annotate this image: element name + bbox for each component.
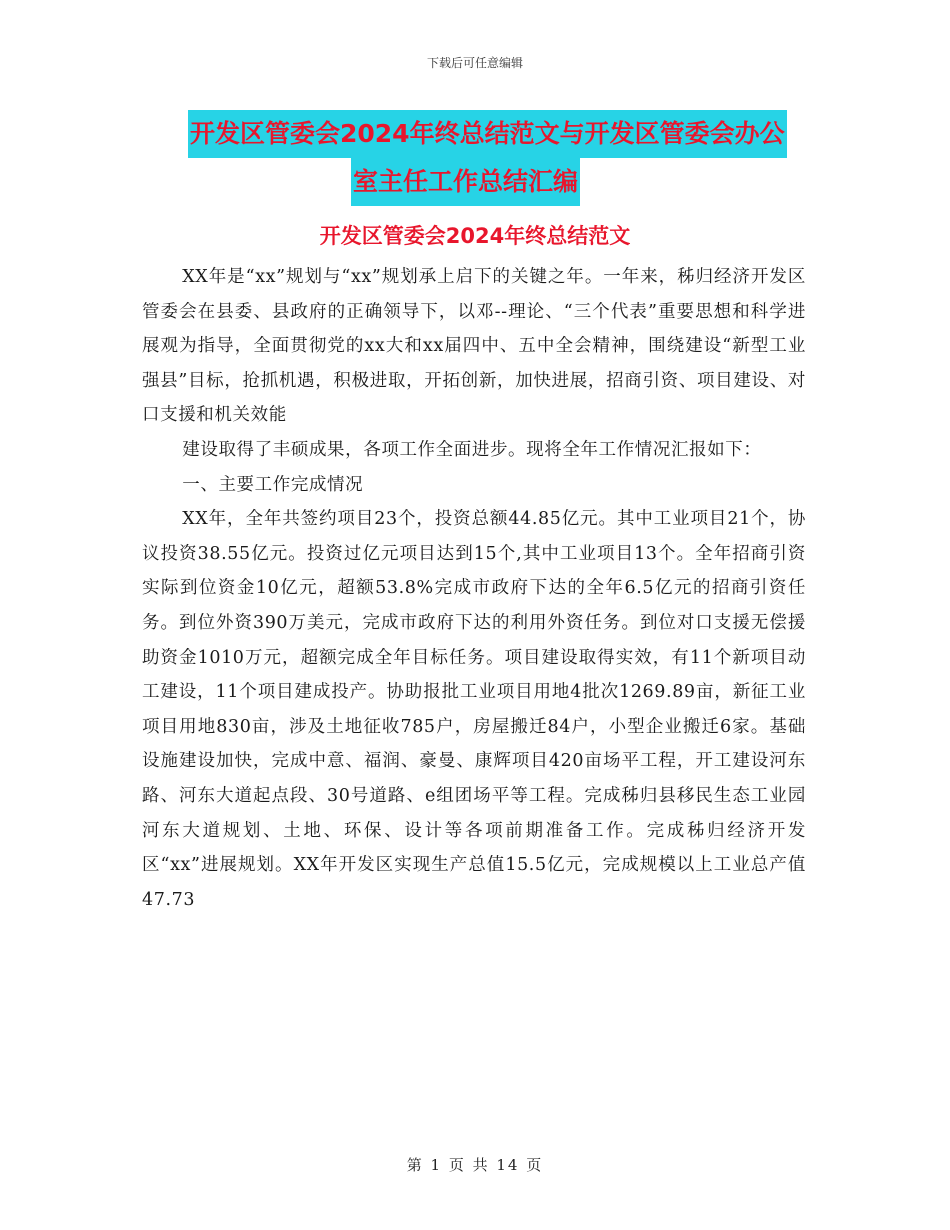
paragraph-3: XX年，全年共签约项目23个，投资总额44.85亿元。其中工业项目21个，协议投资38.55亿元。投资过亿元项目达到15个,其中工业项目13个。全年招商引资实际到位资金10亿元，超额53.8%完成市政府下达的全年6.5亿元的招商引资任务。到位外资390万美元，完成市政府下达的利用外资任务。到位对口支援无偿援助资金1010万元，超额完成全年目标任务。项目建设取得实效，有11个新项目动工建设，11个项目建成投产。协助报批工业项目用地4批次1269.89亩，新征工业项目用地830亩，涉及土地征收785户，房屋搬迁84户，小型企业搬迁6家。基础设施建设加快，完成中意、福润、豪曼、康辉项目420亩场平工程，开工建设河东路、河东大道起点段、30号道路、e组团场平等工程。完成秭归县移民生态工业园河东大道规划、土地、环保、设计等各项前期准备工作。完成秭归经济开发区“xx”进展规划。XX年开发区实现生产总值15.5亿元，完成规模以上工业总产值47.73 <box>142 509 806 910</box>
download-note: 下载后可任意编辑 <box>426 56 523 70</box>
document-title <box>188 110 813 206</box>
paragraph-2: 建设取得了丰硕成果，各项工作全面进步。现将全年工作情况汇报如下： <box>182 439 762 460</box>
document-title-line-2: 室主任工作总结汇编 <box>351 158 580 206</box>
document-title-line-1: 开发区管委会2024年终总结范文与开发区管委会办公 <box>188 110 787 158</box>
section-heading-1: 一、主要工作完成情况 <box>182 474 364 495</box>
paragraph-1: XX年是“xx”规划与“xx”规划承上启下的关键之年。一年来，秭归经济开发区管委会在县委、县政府的正确领导下，以邓--理论、“三个代表”重要思想和科学进展观为指导，全面贯彻党的xx大和xx届四中、五中全会精神，围绕建设“新型工业强县”目标，抢抓机遇，积极进取，开拓创新，加快进展，招商引资、项目建设、对口支援和机关效能 <box>142 267 806 426</box>
section-title: 开发区管委会2024年终总结范文 <box>319 224 631 248</box>
page-number: 第 1 页 共 14 页 <box>406 1156 544 1174</box>
document-body <box>142 260 806 917</box>
